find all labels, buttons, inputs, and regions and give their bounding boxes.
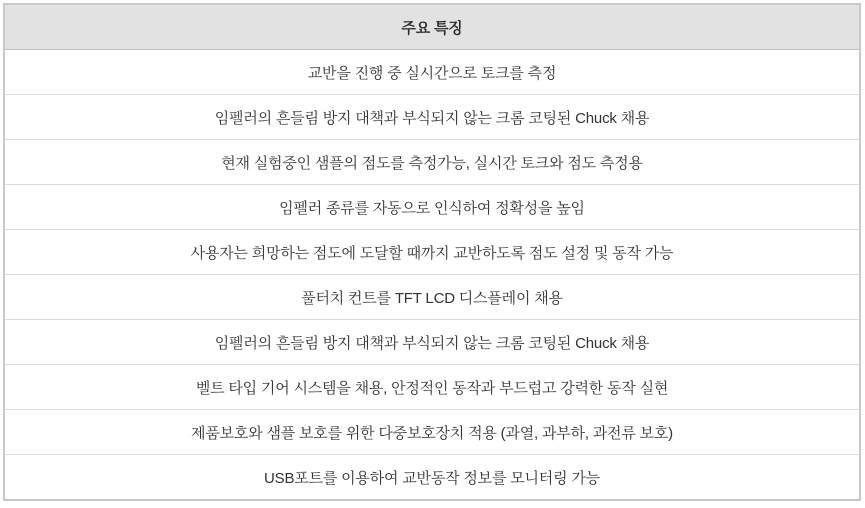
table-row: USB포트를 이용하여 교반동작 정보를 모니터링 가능 <box>5 454 859 499</box>
table-row: 제품보호와 샘플 보호를 위한 다중보호장치 적용 (과열, 과부하, 과전류 보호) <box>5 409 859 454</box>
table-row: 임펠러 종류를 자동으로 인식하여 정확성을 높임 <box>5 184 859 229</box>
table-row: 현재 실험중인 샘플의 점도를 측정가능, 실시간 토크와 점도 측정용 <box>5 139 859 184</box>
table-header-cell: 주요 특징 <box>5 5 859 50</box>
table-row: 사용자는 희망하는 점도에 도달할 때까지 교반하도록 점도 설정 및 동작 가능 <box>5 229 859 274</box>
table-row: 임펠러의 흔들림 방지 대책과 부식되지 않는 크롬 코팅된 Chuck 채용 <box>5 94 859 139</box>
features-table <box>3 3 861 501</box>
table-row: 임펠러의 흔들림 방지 대책과 부식되지 않는 크롬 코팅된 Chuck 채용 <box>5 319 859 364</box>
table-row: 교반을 진행 중 실시간으로 토크를 측정 <box>5 50 859 94</box>
table-row: 벨트 타입 기어 시스템을 채용, 안정적인 동작과 부드럽고 강력한 동작 실현 <box>5 364 859 409</box>
table-row: 풀터치 컨트를 TFT LCD 디스플레이 채용 <box>5 274 859 319</box>
